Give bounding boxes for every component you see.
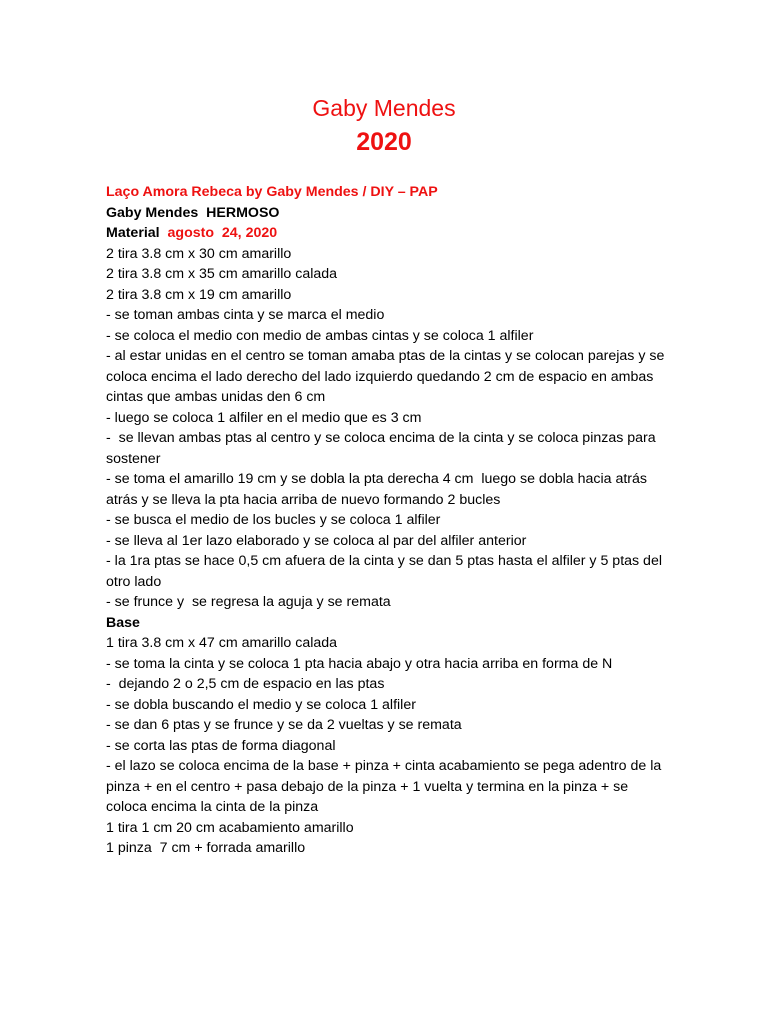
- base-list: [106, 633, 666, 859]
- step-item: - se toma el amarillo 19 cm y se dobla la pta derecha 4 cm luego se dobla hacia atrás atrás y se lleva la pta hacia arriba de nuevo formando 2 bucles: [106, 471, 651, 508]
- base-item: - se toma la cinta y se coloca 1 pta hacia abajo y otra hacia arriba en forma de N: [106, 655, 613, 672]
- document-year-title: 2020: [356, 128, 412, 156]
- base-item: - se dobla buscando el medio y se coloca 1 alfiler: [106, 696, 416, 713]
- step-item: - luego se coloca 1 alfiler en el medio que es 3 cm: [106, 409, 422, 426]
- document-author-title: Gaby Mendes: [312, 95, 456, 121]
- material-heading: [106, 223, 666, 244]
- step-item: - la 1ra ptas se hace 0,5 cm afuera de la cinta y se dan 5 ptas hasta el alfiler y 5 ptas del otro lado: [106, 553, 666, 590]
- base-heading: Base: [106, 614, 140, 631]
- article-date: agosto 24, 2020: [167, 225, 278, 241]
- base-item: 1 pinza 7 cm + forrada amarillo: [106, 840, 306, 856]
- base-item: 1 tira 3.8 cm x 47 cm amarillo calada: [106, 635, 338, 651]
- base-item: - se dan 6 ptas y se frunce y se da 2 vueltas y se remata: [106, 717, 462, 733]
- base-item: - el lazo se coloca encima de la base + pinza + cinta acabamiento se pega adentro de la pinza + en el centro + pasa debajo de la pinza + 1 vuelta y termina en la pinza + se coloca encima la cinta de la pinza: [106, 758, 666, 815]
- step-item: - se toman ambas cinta y se marca el medio: [106, 307, 385, 323]
- article-subtitle: Laço Amora Rebeca by Gaby Mendes / DIY – PAP: [106, 184, 438, 200]
- material-item: 2 tira 3.8 cm x 30 cm amarillo: [106, 245, 292, 262]
- material-label: Material: [106, 225, 160, 241]
- step-item: - se llevan ambas ptas al centro y se coloca encima de la cinta y se coloca pinzas para sostener: [106, 430, 660, 467]
- step-item: - se lleva al 1er lazo elaborado y se coloca al par del alfiler anterior: [106, 532, 527, 549]
- step-item: - se frunce y se regresa la aguja y se remata: [106, 594, 391, 610]
- material-item: 2 tira 3.8 cm x 19 cm amarillo: [106, 286, 292, 303]
- step-item: - se coloca el medio con medio de ambas cintas y se coloca 1 alfiler: [106, 327, 534, 344]
- base-item: - dejando 2 o 2,5 cm de espacio en las ptas: [106, 676, 385, 692]
- steps-list: [106, 305, 669, 613]
- base-item: - se corta las ptas de forma diagonal: [106, 737, 336, 754]
- material-list: [106, 244, 666, 306]
- step-item: - al estar unidas en el centro se toman amaba ptas de la cintas y se colocan parejas y se coloca encima el lado derecho del lado izquierdo quedando 2 cm de espacio en ambas cintas que ambas unidas den 6 cm: [106, 348, 669, 405]
- author-line: Gaby Mendes HERMOSO: [106, 204, 280, 221]
- document-body: [106, 182, 669, 859]
- step-item: - se busca el medio de los bucles y se coloca 1 alfiler: [106, 512, 441, 528]
- material-item: 2 tira 3.8 cm x 35 cm amarillo calada: [106, 266, 338, 282]
- base-item: 1 tira 1 cm 20 cm acabamiento amarillo: [106, 819, 354, 836]
